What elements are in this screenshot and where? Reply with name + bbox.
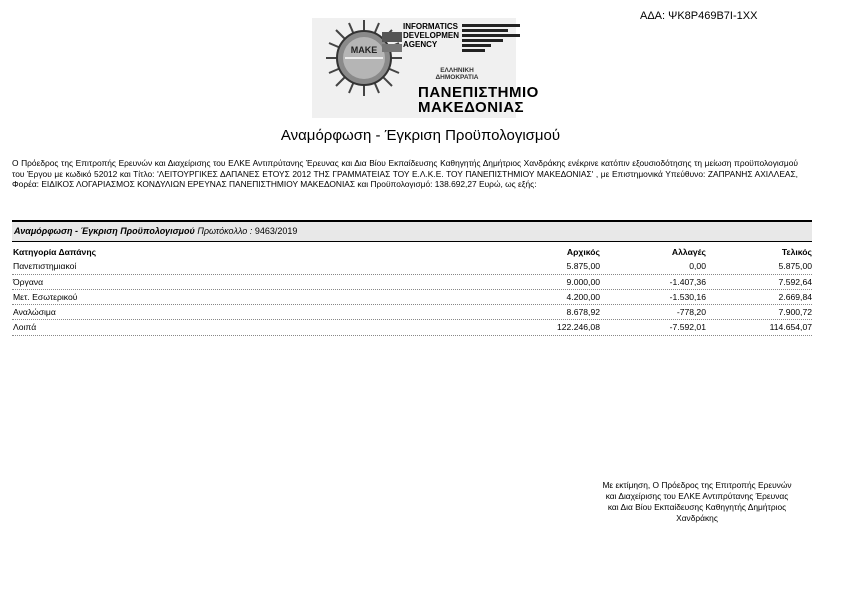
category-cell: Λοιπά [13, 322, 37, 333]
initial-cell: 9.000,00 [566, 276, 600, 287]
change-cell: -1.407,36 [669, 276, 706, 287]
table-row [12, 290, 812, 305]
informatics-agency-text: INFORMATICS DEVELOPMEN AGENCY [403, 22, 460, 49]
agency-small-print [462, 22, 520, 54]
table-row [12, 320, 812, 335]
initial-cell: 4.200,00 [566, 291, 600, 302]
category-cell: Μετ. Εσωτερικού [13, 291, 78, 302]
table-section-header [12, 220, 812, 242]
table-row [12, 305, 812, 320]
page-title: Αναμόρφωση - Έγκριση Προϋπολογισμού [280, 127, 561, 144]
column-header: Κατηγορία Δαπάνης [13, 247, 97, 257]
final-cell: 5.875,00 [778, 261, 812, 272]
category-cell: Πανεπιστημιακοί [13, 261, 77, 272]
ada-code: ΑΔΑ: ΨΚ8Ρ469Β7Ι-1ΧΧ [640, 10, 758, 22]
seal-text: ΜΑΚΕ [350, 45, 378, 55]
category-cell: Όργανα [13, 276, 44, 287]
initial-cell: 5.875,00 [566, 261, 600, 272]
signature-block: Με εκτίμηση, Ο Πρόεδρος της Επιτροπής Ερευνών και Διαχείρισης του ΕΛΚΕ Αντιπρύτανης Έρευνας και Δια Βίου Εκπαίδευσης Καθηγητής Δημήτριος Χανδράκης [602, 480, 792, 523]
initial-cell: 8.678,92 [566, 307, 600, 318]
change-cell: -1.530,16 [669, 291, 706, 302]
section-label: Αναμόρφωση - Έγκριση Προϋπολογισμού [14, 226, 195, 236]
protocol-label: Πρωτόκολλο : [197, 226, 253, 236]
change-cell: -7.592,01 [669, 322, 706, 333]
budget-table [12, 245, 812, 336]
final-cell: 114.654,07 [769, 322, 812, 333]
final-cell: 7.592,64 [778, 276, 812, 287]
final-cell: 7.900,72 [778, 307, 812, 318]
final-cell: 2.669,84 [778, 291, 812, 302]
table-header-row [12, 245, 812, 259]
column-header: Τελικός [781, 247, 812, 257]
change-cell: 0,00 [689, 261, 706, 272]
change-cell: -778,20 [676, 307, 706, 318]
column-header: Αλλαγές [671, 247, 706, 257]
intro-paragraph: Ο Πρόεδρος της Επιτροπής Ερευνών και Διαχείρισης του ΕΛΚΕ Αντιπρύτανης Έρευνας και Δια Βίου Εκπαίδευσης Καθηγητής Δημήτριος Χανδράκης ενέκρινε κατόπιν εξουσιοδότησης τη μείωση προϋπολογισμού του Έργου με κωδικό 52012 και Τίτλο: 'ΛΕΙΤΟΥΡΓΙΚΕΣ ΔΑΠΑΝΕΣ ΕΤΟΥΣ 2012 ΤΗΣ ΓΡΑΜΜΑΤΕΙΑΣ ΤΟΥ Ε.Λ.Κ.Ε. ΤΟΥ ΠΑΝΕΠΙΣΤΗΜΙΟΥ ΜΑΚΕΔΟΝΙΑΣ' , με Επιστημονικά Υπεύθυνο: ΖΑΠΡΑΝΗΣ ΑΧΙΛΛΕΑΣ, Φορέα: ΕΙΔΙΚΟΣ ΛΟΓΑΡΙΑΣΜΟΣ ΚΟΝΔΥΛΙΩΝ ΕΡΕΥΝΑΣ ΠΑΝΕΠΙΣΤΗΜΙΟΥ ΜΑΚΕΔΟΝΙΑΣ και Προϋπολογισμό: 138.692,27 Ευρώ, ως εξής: [12, 158, 798, 190]
university-name-line2: ΜΑΚΕΔΟΝΙΑΣ [418, 99, 525, 116]
protocol-number: 9463/2019 [254, 226, 298, 236]
greek-state-label: ΕΛΛΗΝΙΚΗ ΔΗΜΟΚΡΑΤΙΑ [435, 67, 479, 81]
column-header: Αρχικός [566, 247, 600, 257]
table-row [12, 275, 812, 290]
category-cell: Αναλώσιμα [13, 307, 56, 318]
table-row [12, 259, 812, 274]
initial-cell: 122.246,08 [556, 322, 600, 333]
university-name-line1: ΠΑΝΕΠΙΣΤΗΜΙΟ [418, 84, 539, 101]
